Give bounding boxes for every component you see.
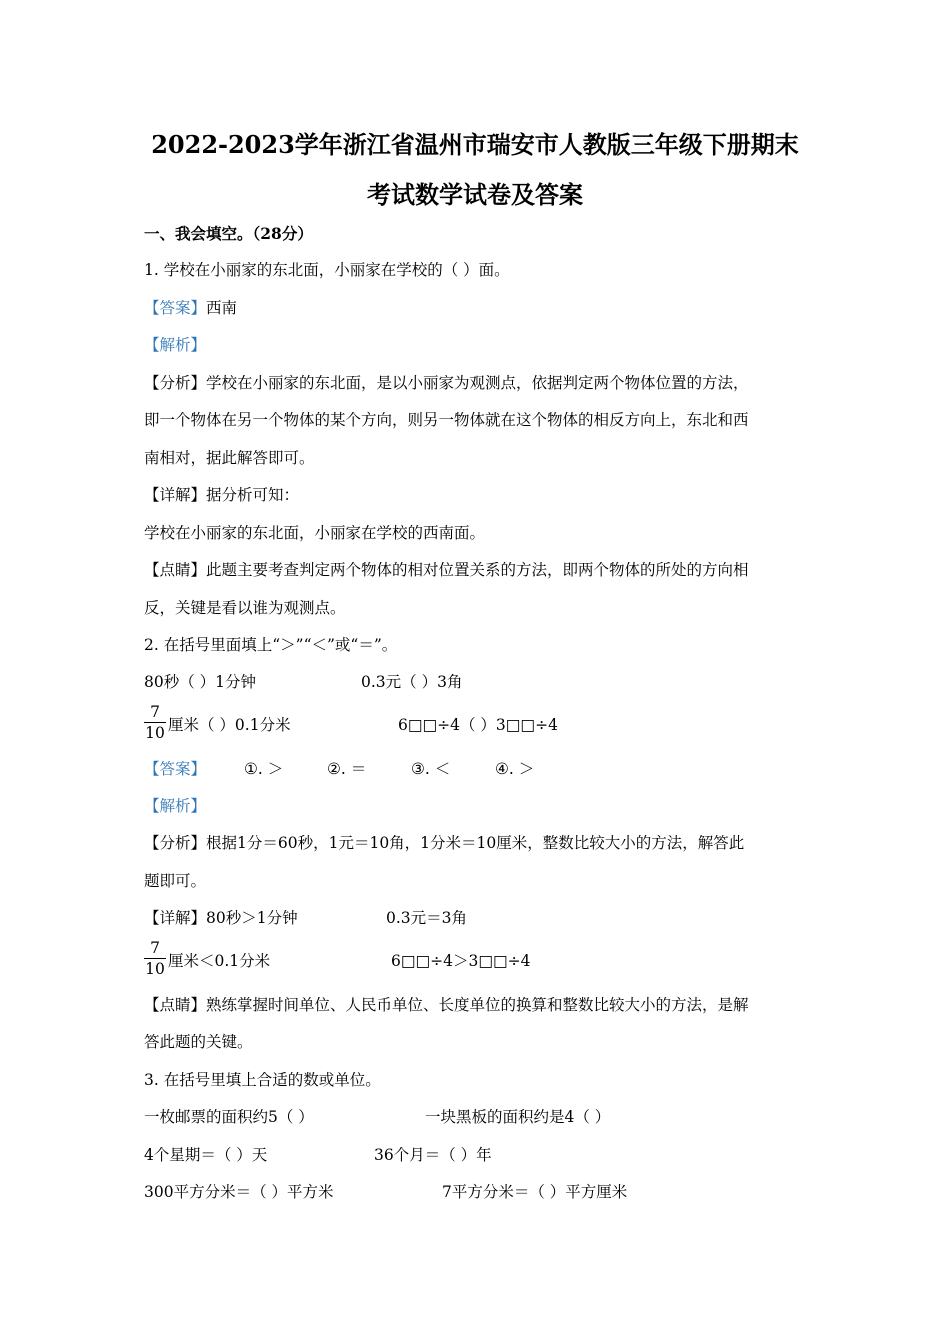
fenxi-tag: 【分析】 (144, 374, 207, 392)
q2-row2-b: 6□□÷4（ ）3□□÷4 (398, 716, 558, 734)
answer-text: 西南 (206, 299, 238, 317)
fraction-7-10-detail (144, 939, 166, 978)
q1-xiangjie (144, 484, 299, 506)
q2-answer-1: ①. ＞ (244, 760, 284, 778)
q2-xiangjie-a (144, 907, 298, 929)
q2-xiangjie-b: 0.3元＝3角 (386, 909, 468, 927)
q1-dianjing-line2: 反，关键是看以谁为观测点。 (144, 599, 346, 617)
q3-row3-b: 7平方分米＝（ ）平方厘米 (442, 1183, 628, 1201)
q1-xiangjie-line2: 学校在小丽家的东北面，小丽家在学校的西南面。 (144, 524, 486, 542)
q2-row1-b: 0.3元（ ）3角 (361, 673, 463, 691)
q1-question: 1. 学校在小丽家的东北面，小丽家在学校的（ ）面。 (144, 261, 510, 279)
dianjing-text: 熟练掌握时间单位、人民币单位、长度单位的换算和整数比较大小的方法，是解 (206, 996, 749, 1014)
xiangjie-text: 据分析可知： (206, 486, 300, 504)
q1-dianjing-line1 (144, 559, 749, 581)
q1-fenxi-line2: 即一个物体在另一个物体的某个方向，则另一物体就在这个物体的相反方向上，东北和西 (144, 411, 749, 429)
q2-xiangjie-c: 厘米＜0.1分米 (168, 952, 271, 970)
fenxi-tag: 【分析】 (144, 834, 207, 852)
q2-dianjing-line1 (144, 994, 749, 1016)
fenxi-text: 学校在小丽家的东北面，是以小丽家为观测点，依据判定两个物体位置的方法， (206, 374, 749, 392)
q1-fenxi-line1 (144, 372, 749, 394)
fraction-denominator: 10 (145, 724, 165, 742)
fraction-denominator: 10 (145, 960, 165, 978)
q2-row1-a: 80秒（ ）1分钟 (144, 673, 257, 691)
q2-question: 2. 在括号里面填上“＞”“＜”或“＝”。 (144, 636, 398, 654)
dianjing-text: 此题主要考查判定两个物体的相对位置关系的方法，即两个物体的所处的方向相 (206, 561, 749, 579)
xiangjie-tag: 【详解】 (144, 486, 207, 504)
dianjing-tag: 【点睛】 (144, 561, 207, 579)
q2-answer-2: ②. ＝ (327, 760, 367, 778)
fraction-numerator: 7 (150, 703, 160, 721)
document-title-line1: 2022-2023学年浙江省温州市瑞安市人教版三年级下册期末 (151, 130, 799, 159)
q3-row1-b: 一块黑板的面积约是4（ ） (425, 1108, 611, 1126)
xiangjie-tag: 【详解】 (144, 909, 207, 927)
q3-row1-a: 一枚邮票的面积约5（ ） (144, 1108, 314, 1126)
q3-row3-a: 300平方分米＝（ ）平方米 (144, 1183, 334, 1201)
q2-fenxi-line1 (144, 832, 744, 854)
q2-answer-4: ④. ＞ (495, 760, 535, 778)
q2-xiangjie-d: 6□□÷4＞3□□÷4 (391, 952, 531, 970)
fraction-bar (144, 958, 166, 959)
q3-row2-b: 36个月＝（ ）年 (374, 1146, 492, 1164)
q3-row2-a: 4个星期＝（ ）天 (144, 1146, 268, 1164)
dianjing-tag: 【点睛】 (144, 996, 207, 1014)
q2-analysis-tag: 【解析】 (144, 797, 207, 815)
xiangjie-text: 80秒＞1分钟 (206, 909, 298, 927)
q2-dianjing-line2: 答此题的关键。 (144, 1033, 253, 1051)
fenxi-text: 根据1分＝60秒，1元＝10角，1分米＝10厘米，整数比较大小的方法，解答此 (206, 834, 745, 852)
fraction-bar (144, 722, 166, 723)
q2-row2-a: 厘米（ ）0.1分米 (168, 716, 291, 734)
answer-tag: 【答案】 (144, 299, 207, 317)
q2-answer-3: ③. ＜ (411, 760, 451, 778)
section-heading: 一、我会填空。（28分） (144, 224, 313, 243)
q1-analysis-tag: 【解析】 (144, 336, 207, 354)
q2-fenxi-line2: 题即可。 (144, 872, 207, 890)
q1-fenxi-line3: 南相对，据此解答即可。 (144, 449, 315, 467)
document-title-line2: 考试数学试卷及答案 (367, 180, 583, 209)
q3-question: 3. 在括号里填上合适的数或单位。 (144, 1071, 381, 1089)
q2-answer-tag: 【答案】 (144, 760, 207, 778)
fraction-numerator: 7 (150, 939, 160, 957)
q1-answer (144, 297, 237, 319)
fraction-7-10 (144, 703, 166, 742)
